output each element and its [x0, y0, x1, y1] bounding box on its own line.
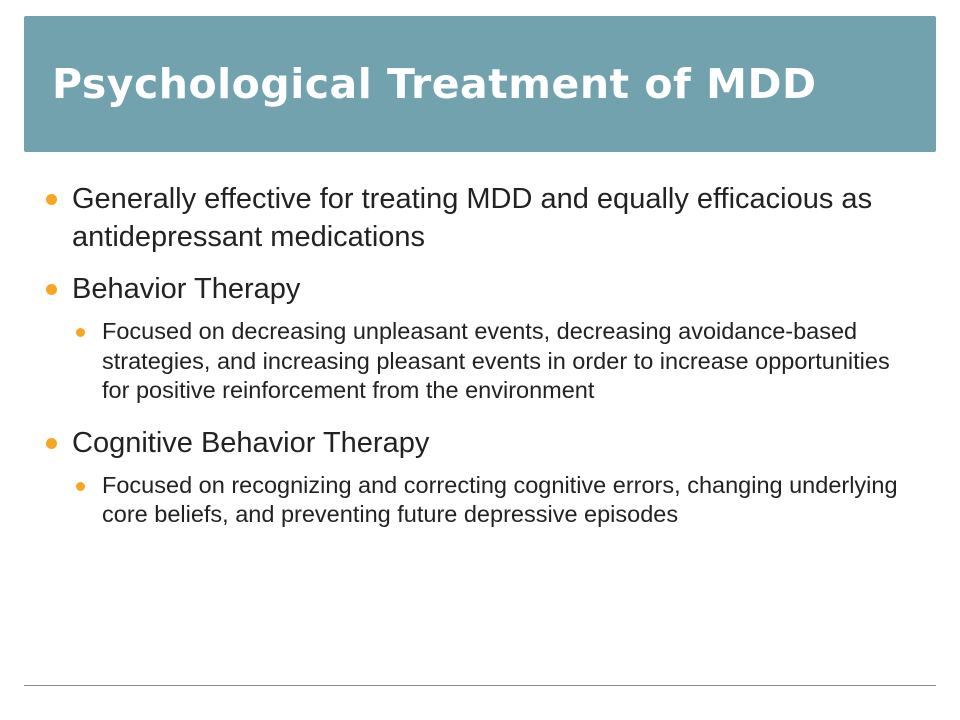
bullet-text: Behavior Therapy: [72, 273, 301, 305]
bullet-text: Generally effective for treating MDD and equally efficacious as antidepressant medications: [72, 183, 873, 253]
bullet-dot-icon: [46, 284, 57, 295]
sub-bullet-item: [76, 317, 916, 406]
slide-title: Psychological Treatment of MDD: [52, 60, 817, 108]
footer-divider: [24, 685, 936, 686]
sub-bullet-dot-icon: [76, 482, 85, 491]
bullet-item: [46, 180, 916, 256]
bullet-dot-icon: [46, 194, 57, 205]
bullet-item: [46, 424, 916, 462]
sub-bullet-text: Focused on recognizing and correcting cognitive errors, changing underlying core beliefs, and preventing future depressive episodes: [102, 471, 898, 527]
bullet-list: [46, 180, 916, 530]
bullet-text: Cognitive Behavior Therapy: [72, 426, 430, 459]
bullet-item: [46, 270, 916, 308]
title-bar: [24, 16, 936, 152]
sub-bullet-text: Focused on decreasing unpleasant events, decreasing avoidance-based strategies, and increasing pleasant events in order to increase opportunities for positive reinforcement from the environment: [102, 318, 890, 403]
bullet-dot-icon: [46, 438, 57, 449]
sub-bullet-item: [76, 471, 916, 530]
sub-bullet-dot-icon: [76, 328, 85, 337]
